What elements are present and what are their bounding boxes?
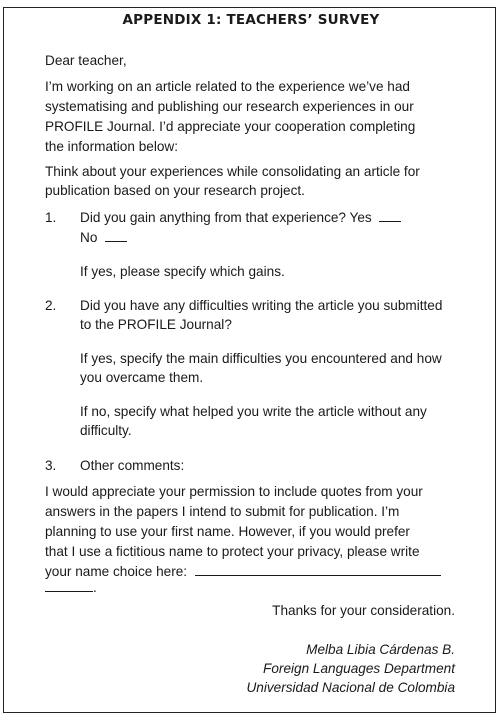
q1-followup: If yes, please specify which gains.: [80, 264, 285, 279]
intro-line-2: systematising and publishing our research experiences in our: [45, 99, 414, 114]
intro-line-4: the information below:: [45, 139, 178, 154]
signature-name: Melba Libia Cárdenas B.: [306, 642, 455, 657]
q1-no-row: [80, 228, 127, 248]
name-choice-blank-continued[interactable]: [45, 579, 93, 592]
permission-line-4: that I use a fictitious name to protect your privacy, please write: [45, 544, 420, 559]
permission-line-3: planning to use your first name. However, if you would prefer: [45, 524, 410, 539]
permission-line-5-row: [45, 562, 441, 582]
q2-text-line-2: to the PROFILE Journal?: [80, 317, 232, 332]
q1-text: Did you gain anything from that experience? Yes: [80, 210, 372, 225]
q2-no-line-2: difficulty.: [80, 423, 132, 438]
permission-line-1: I would appreciate your permission to include quotes from your: [45, 484, 423, 499]
permission-line-5: your name choice here:: [45, 564, 188, 579]
instruction-line-2: publication based on your research project.: [45, 183, 305, 198]
q3-text: Other comments:: [80, 458, 185, 473]
name-choice-blank[interactable]: [195, 563, 441, 576]
instruction-line-1: Think about your experiences while consolidating an article for: [45, 164, 420, 179]
q2-no-line-1: If no, specify what helped you write the article without any: [80, 404, 427, 419]
name-choice-continuation: [45, 578, 97, 598]
survey-title: APPENDIX 1: TEACHERS’ SURVEY: [122, 12, 380, 28]
q3-number: 3.: [45, 458, 57, 473]
q1-number: 1.: [45, 210, 57, 225]
permission-line-2: answers in the papers I intend to submit for publication. I’m: [45, 504, 400, 519]
q2-text-line-1: Did you have any difficulties writing the article you submitted: [80, 298, 443, 313]
signature-department: Foreign Languages Department: [263, 661, 455, 676]
q2-number: 2.: [45, 298, 57, 313]
q1-text-row: [80, 208, 401, 228]
q2-yes-line-2: you overcame them.: [80, 370, 204, 385]
signature-university: Universidad Nacional de Colombia: [246, 680, 455, 695]
yes-answer-blank[interactable]: [379, 209, 401, 222]
q1-no-label: No: [80, 230, 98, 245]
q2-yes-line-1: If yes, specify the main difficulties you encountered and how: [80, 351, 442, 366]
greeting: Dear teacher,: [45, 53, 127, 68]
thanks-line: Thanks for your consideration.: [272, 603, 455, 618]
name-choice-period: .: [93, 580, 97, 595]
no-answer-blank[interactable]: [105, 229, 127, 242]
intro-line-1: I’m working on an article related to the experience we’ve had: [45, 79, 410, 94]
intro-line-3: PROFILE Journal. I’d appreciate your cooperation completing: [45, 119, 416, 134]
